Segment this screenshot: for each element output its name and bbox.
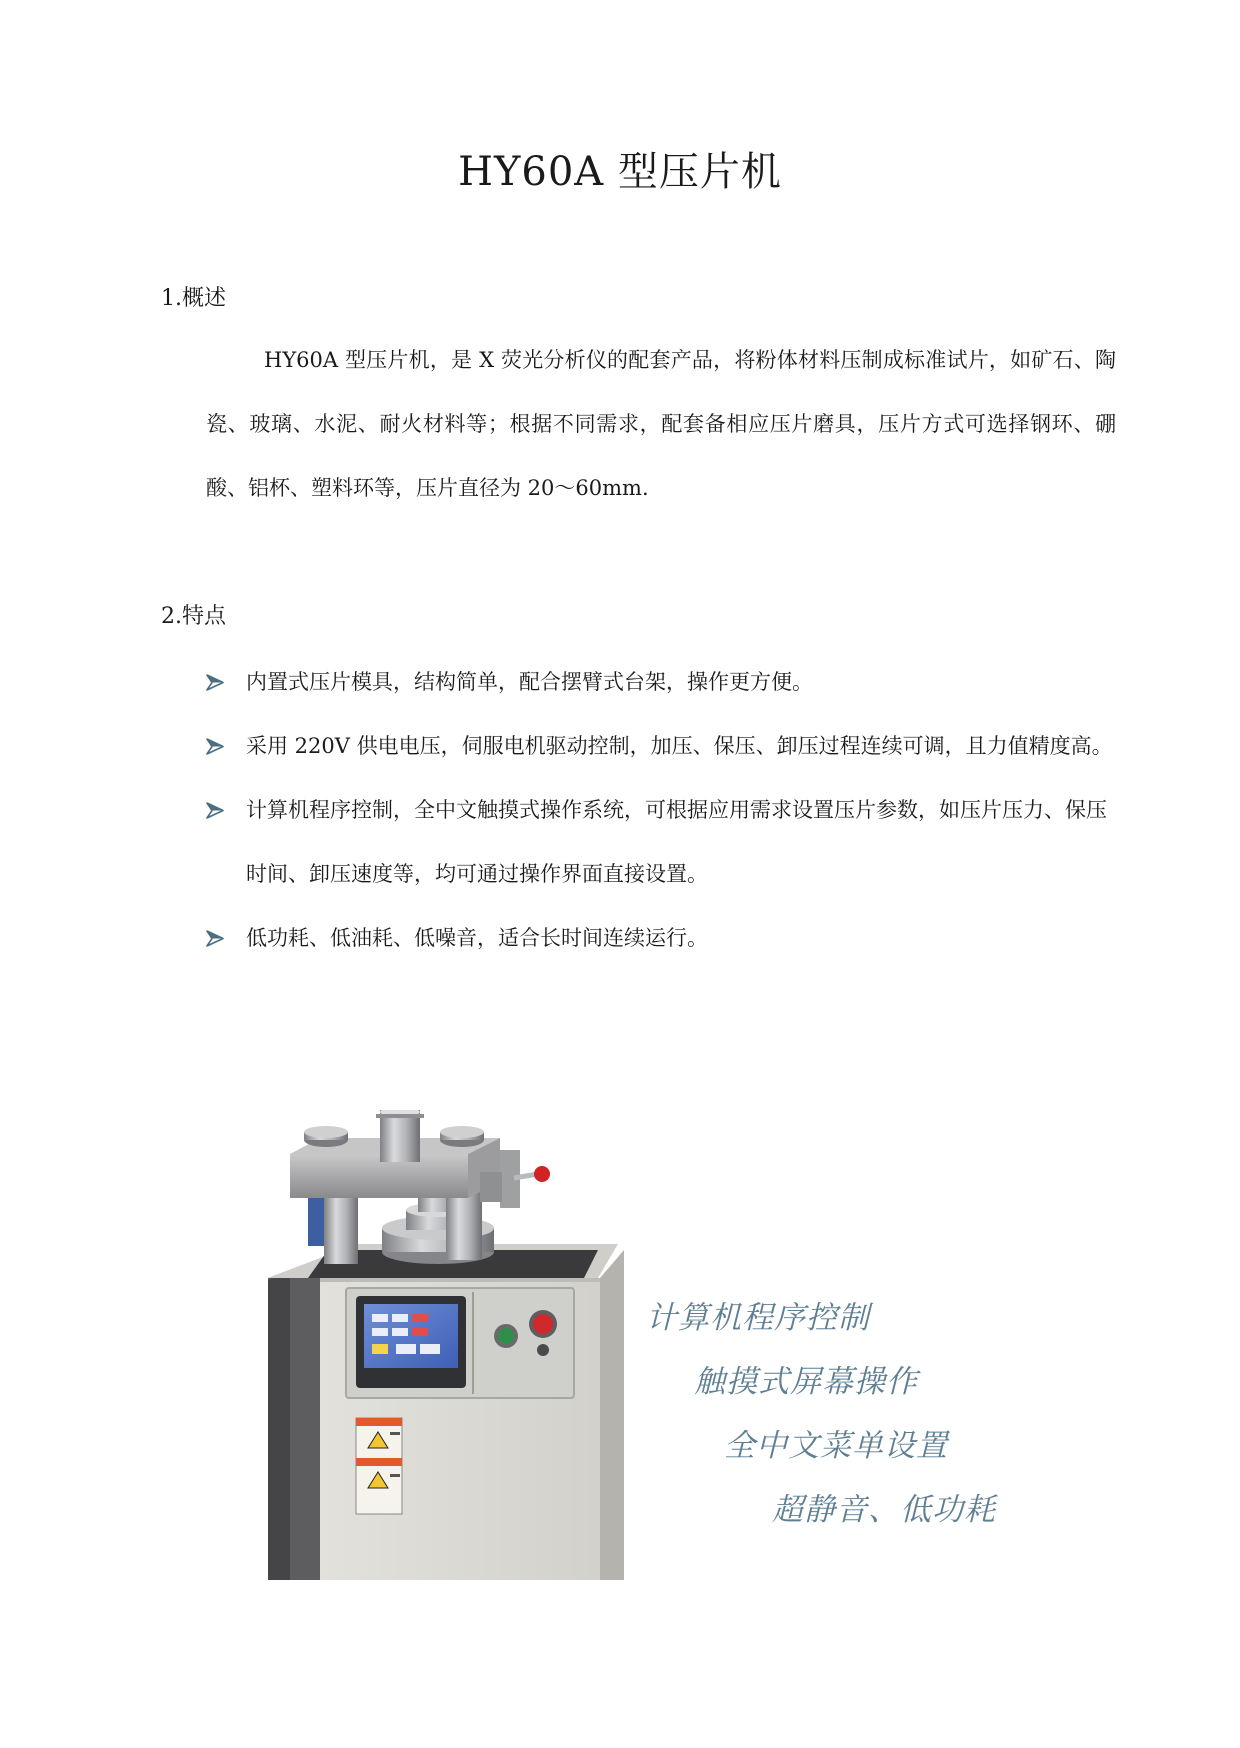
handle-knob [534,1166,550,1182]
feature-text: 计算机程序控制，全中文触摸式操作系统，可根据应用需求设置压片参数，如压片压力、保压时间、卸压速度等，均可通过操作界面直接设置。 [246,798,1107,886]
feature-item [206,650,1118,714]
slogan-text: 全中文菜单设置 [724,1428,948,1464]
overview-paragraph: HY60A 型压片机，是 X 荧光分析仪的配套产品，将粉体材料压制成标准试片，如矿石、陶瓷、玻璃、水泥、耐火材料等；根据不同需求，配套备相应压片磨具，压片方式可选择钢环、硼酸、铝杯、塑料环等，压片直径为 20～60mm. [206,348,1116,500]
slogan-text: 计算机程序控制 [646,1300,870,1336]
section-heading-overview: 1.概述 [161,286,226,311]
start-button [498,1328,514,1344]
feature-item [206,778,1118,906]
press-machine-photo [268,1110,1008,1580]
feature-text: 采用 220V 供电电压，伺服电机驱动控制，加压、保压、卸压过程连续可调，且力值精度高。 [246,734,1113,758]
feature-list [206,650,1118,970]
warning-labels [356,1418,402,1514]
feature-text: 内置式压片模具，结构简单，配合摆臂式台架，操作更方便。 [246,670,813,694]
document-title: HY60A 型压片机 [458,149,782,195]
press-crossbeam [290,1154,468,1198]
feature-text: 低功耗、低油耗、低噪音，适合长时间连续运行。 [246,926,708,950]
slogan-text: 触摸式屏幕操作 [694,1364,918,1400]
arrow-bullet-icon [206,674,224,691]
section-heading-features: 2.特点 [161,604,226,629]
slogan-text: 超静音、低功耗 [772,1492,996,1528]
arrow-bullet-icon [206,802,224,819]
emergency-stop-button [533,1314,553,1334]
arrow-bullet-icon [206,738,224,755]
feature-item [206,906,1118,970]
feature-item [206,714,1118,778]
arrow-bullet-icon [206,930,224,947]
